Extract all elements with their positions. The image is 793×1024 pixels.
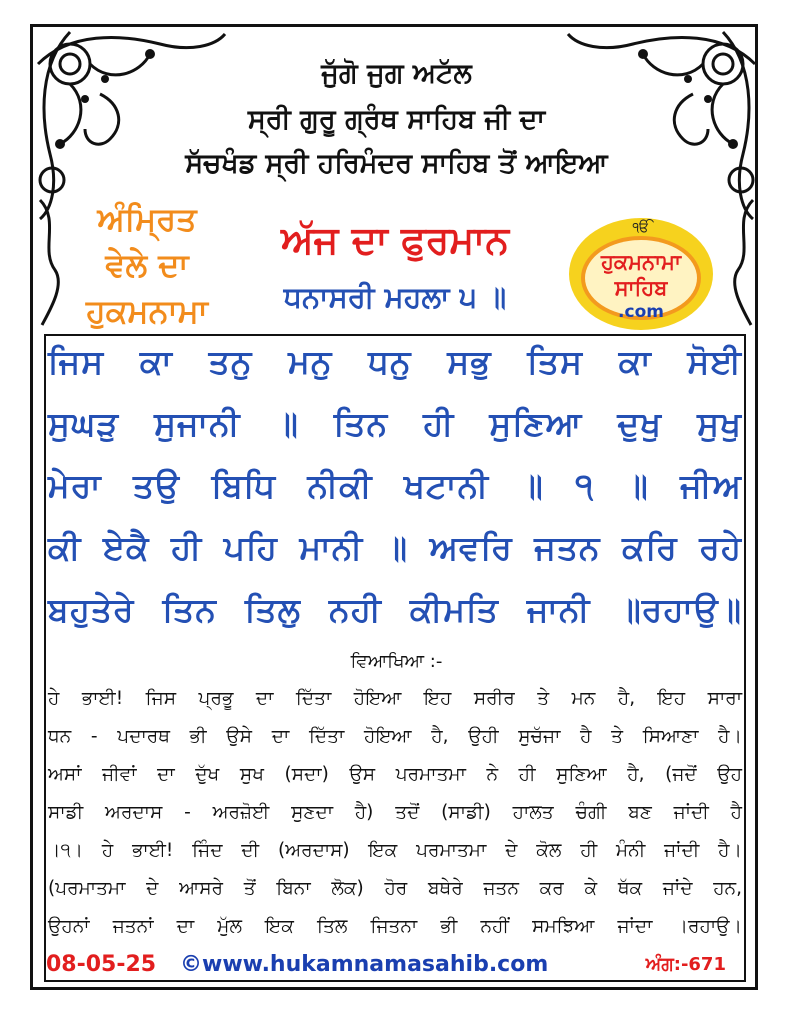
footer-ang-number: ਅੰਗ:-671 — [645, 954, 726, 975]
footer — [46, 952, 746, 984]
vyakhya-label: ਵਿਆਖਿਆ :- — [350, 651, 443, 672]
header-line-2: ਸ੍ਰੀ ਗੁਰੂ ਗ੍ਰੰਥ ਸਾਹਿਬ ਜੀ ਦਾ — [247, 104, 546, 135]
gurbani-line-1: ਜਿਸ ਕਾ ਤਨੁ ਮਨੁ ਧਨੁ ਸਭੁ ਤਿਸ ਕਾ ਸੋਈ — [48, 342, 742, 381]
ajj-da-furman-title: ਅੱਜ ਦਾ ਫੁਰਮਾਨ — [281, 218, 509, 262]
footer-website-link[interactable]: ©www.hukamnamasahib.com — [180, 952, 549, 977]
logo-text-hukamnama: ਹੁਕਮਨਾਮਾ — [601, 250, 681, 274]
gurbani-line-4: ਕੀ ਏਕੈ ਹੀ ਪਹਿ ਮਾਨੀ ॥ ਅਵਰਿ ਜਤਨ ਕਰਿ ਰਹੇ — [48, 528, 742, 567]
gurbani-line-5: ਬਹੁਤੇਰੇ ਤਿਨ ਤਿਲੁ ਨਹੀ ਕੀਮਤਿ ਜਾਨੀ ॥ਰਹਾਉ॥ — [48, 590, 742, 629]
header-line-1: ਜੁੱਗੋ ਜੁਗ ਅਟੱਲ — [321, 58, 472, 89]
hukamnama-sahib-logo — [566, 214, 716, 332]
gurbani-line-2: ਸੁਘੜੁ ਸੁਜਾਨੀ ॥ ਤਿਨ ਹੀ ਸੁਣਿਆ ਦੁਖੁ ਸੁਖੁ — [48, 404, 742, 443]
amrit-vele-line-3: ਹੁਕਮਨਾਮਾ — [86, 292, 208, 330]
vyakhya-line-2: ਧਨ - ਪਦਾਰਥ ਭੀ ਉਸੇ ਦਾ ਦਿੱਤਾ ਹੋਇਆ ਹੈ, ਉਹੀ ਸੁਚੱਜਾ ਹੈ ਤੇ ਸਿਆਣਾ ਹੈ। — [48, 726, 742, 747]
logo-text-com: .com — [618, 302, 664, 322]
amrit-vele-line-1: ਅੰਮ੍ਰਿਤ — [97, 200, 197, 238]
header-line-3: ਸੱਚਖੰਡ ਸ੍ਰੀ ਹਰਿਮੰਦਰ ਸਾਹਿਬ ਤੋਂ ਆਇਆ — [185, 148, 608, 179]
ik-onkar-symbol: ੴ — [632, 220, 650, 236]
logo-text-sahib: ਸਾਹਿਬ — [614, 276, 668, 300]
vyakhya-line-6: (ਪਰਮਾਤਮਾ ਦੇ ਆਸਰੇ ਤੋਂ ਬਿਨਾ ਲੋਕ) ਹੋਰ ਬਥੇਰੇ ਜਤਨ ਕਰ ਕੇ ਥੱਕ ਜਾਂਦੇ ਹਨ, — [48, 878, 742, 899]
vyakhya-line-3: ਅਸਾਂ ਜੀਵਾਂ ਦਾ ਦੁੱਖ ਸੁਖ (ਸਦਾ) ਉਸ ਪਰਮਾਤਮਾ ਨੇ ਹੀ ਸੁਣਿਆ ਹੈ, (ਜਦੋਂ ਉਹ — [48, 764, 742, 785]
amrit-vele-line-2: ਵੇਲੇ ਦਾ — [105, 246, 189, 284]
vyakhya-line-1: ਹੇ ਭਾਈ! ਜਿਸ ਪ੍ਰਭੂ ਦਾ ਦਿੱਤਾ ਹੋਇਆ ਇਹ ਸਰੀਰ ਤੇ ਮਨ ਹੈ, ਇਹ ਸਾਰਾ — [48, 688, 742, 709]
gurbani-line-3: ਮੇਰਾ ਤਉ ਬਿਧਿ ਨੀਕੀ ਖਟਾਨੀ ॥ ੧ ॥ ਜੀਅ — [48, 466, 742, 505]
vyakhya-line-5: ।੧। ਹੇ ਭਾਈ! ਜਿੰਦ ਦੀ (ਅਰਦਾਸ) ਇਕ ਪਰਮਾਤਮਾ ਦੇ ਕੋਲ ਹੀ ਮੰਨੀ ਜਾਂਦੀ ਹੈ। — [48, 840, 742, 861]
footer-date: 08-05-25 — [46, 952, 157, 977]
raag-heading: ਧਨਾਸਰੀ ਮਹਲਾ ੫ ॥ — [283, 280, 507, 314]
vyakhya-line-4: ਸਾਡੀ ਅਰਦਾਸ - ਅਰਜ਼ੋਈ ਸੁਣਦਾ ਹੈ) ਤਦੋਂ (ਸਾਡੀ) ਹਾਲਤ ਚੰਗੀ ਬਣ ਜਾਂਦੀ ਹੈ — [48, 802, 742, 823]
vyakhya-line-7: ਉਹਨਾਂ ਜਤਨਾਂ ਦਾ ਮੁੱਲ ਇਕ ਤਿਲ ਜਿਤਨਾ ਭੀ ਨਹੀਂ ਸਮਝਿਆ ਜਾਂਦਾ ।ਰਹਾਉ। — [48, 916, 742, 937]
